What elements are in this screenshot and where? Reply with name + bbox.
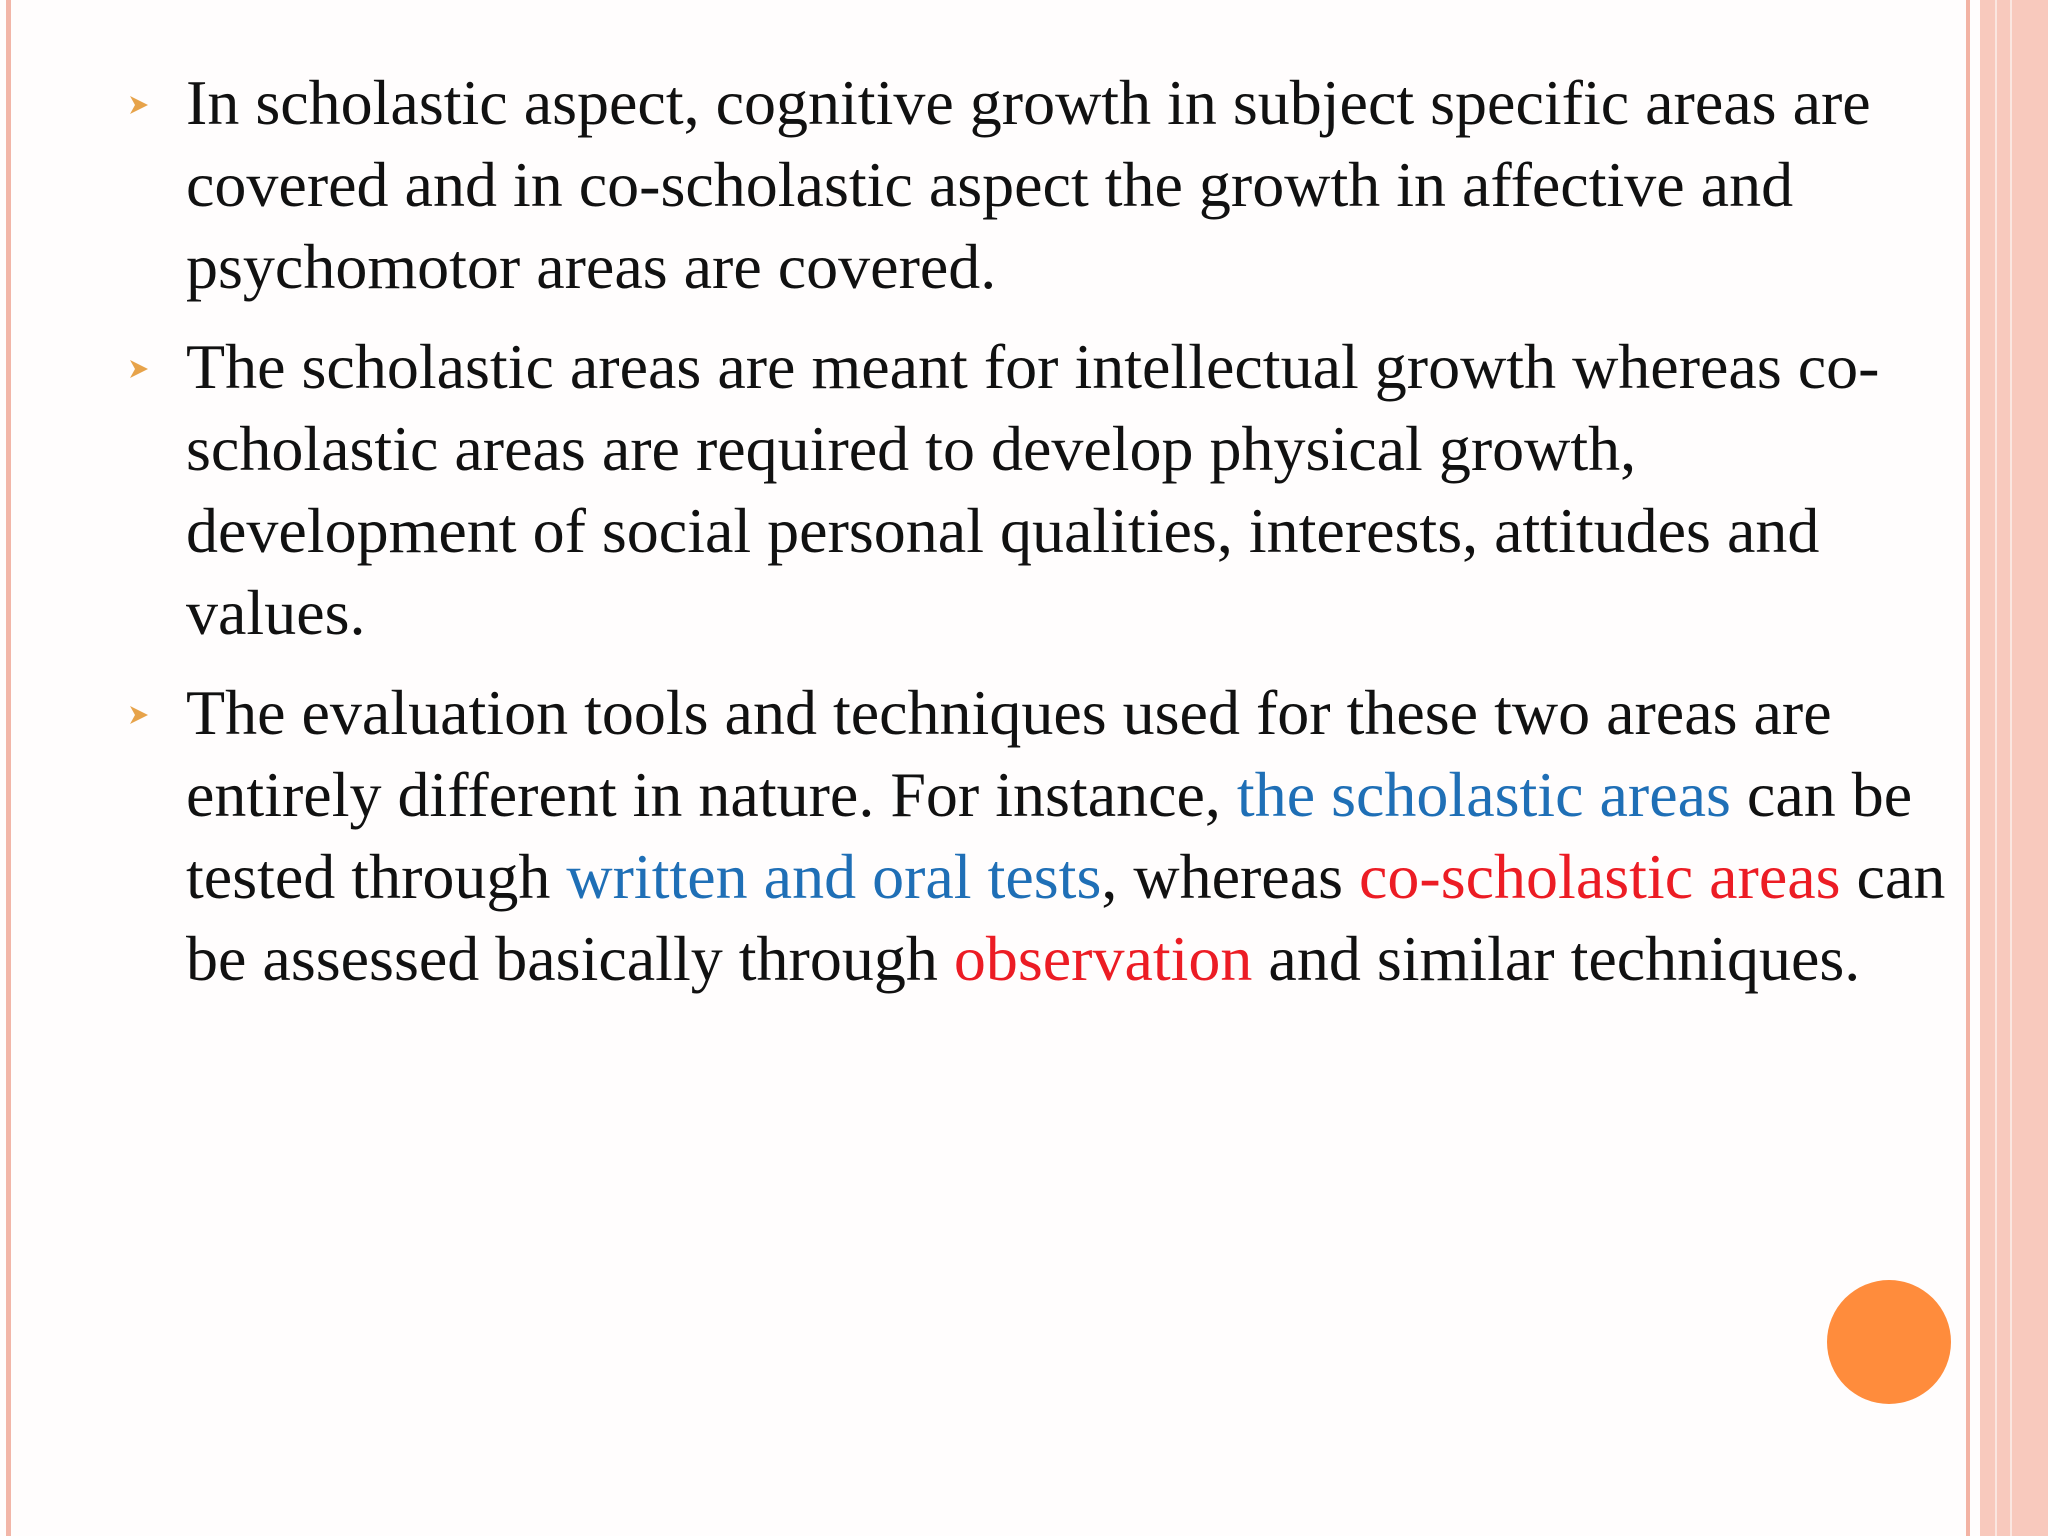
bullet-list	[126, 62, 1966, 1018]
right-border-strip	[1980, 0, 2048, 1536]
right-border-stripe	[1995, 0, 1997, 1536]
text-segment: and similar techniques.	[1252, 923, 1861, 994]
arrow-bullet-icon	[126, 92, 152, 118]
left-border-line	[6, 0, 11, 1536]
text-segment: The evaluation tools and techniques used for these two areas are entirely different in nature. For instance,	[186, 677, 1832, 830]
bullet-item	[126, 62, 1966, 308]
orange-circle-decoration	[1827, 1280, 1951, 1404]
bullet-text	[186, 326, 1966, 654]
highlight-blue-text: written and oral tests	[566, 841, 1102, 912]
text-segment: can be assessed basically through	[186, 841, 1946, 994]
text-segment: , whereas	[1101, 841, 1359, 912]
bullet-item	[126, 672, 1966, 1000]
right-border-stripe	[2010, 0, 2012, 1536]
right-border-line	[1966, 0, 1970, 1536]
bullet-item	[126, 326, 1966, 654]
arrow-bullet-icon	[126, 702, 152, 728]
text-segment: The scholastic areas are meant for intellectual growth whereas co-scholastic areas are required to develop physical growth, development of social personal qualities, interests, attitudes and values.	[186, 331, 1880, 648]
arrow-bullet-icon	[126, 356, 152, 382]
bullet-text	[186, 62, 1966, 308]
bullet-text	[186, 672, 1966, 1000]
highlight-red-text: observation	[953, 923, 1253, 994]
highlight-red-text: co-scholastic areas	[1359, 841, 1841, 912]
highlight-blue-text: the scholastic areas	[1236, 759, 1731, 830]
text-segment: can be tested through	[186, 759, 1913, 912]
text-segment: In scholastic aspect, cognitive growth in subject specific areas are covered and in co-scholastic aspect the growth in affective and psychomotor areas are covered.	[186, 67, 1871, 302]
